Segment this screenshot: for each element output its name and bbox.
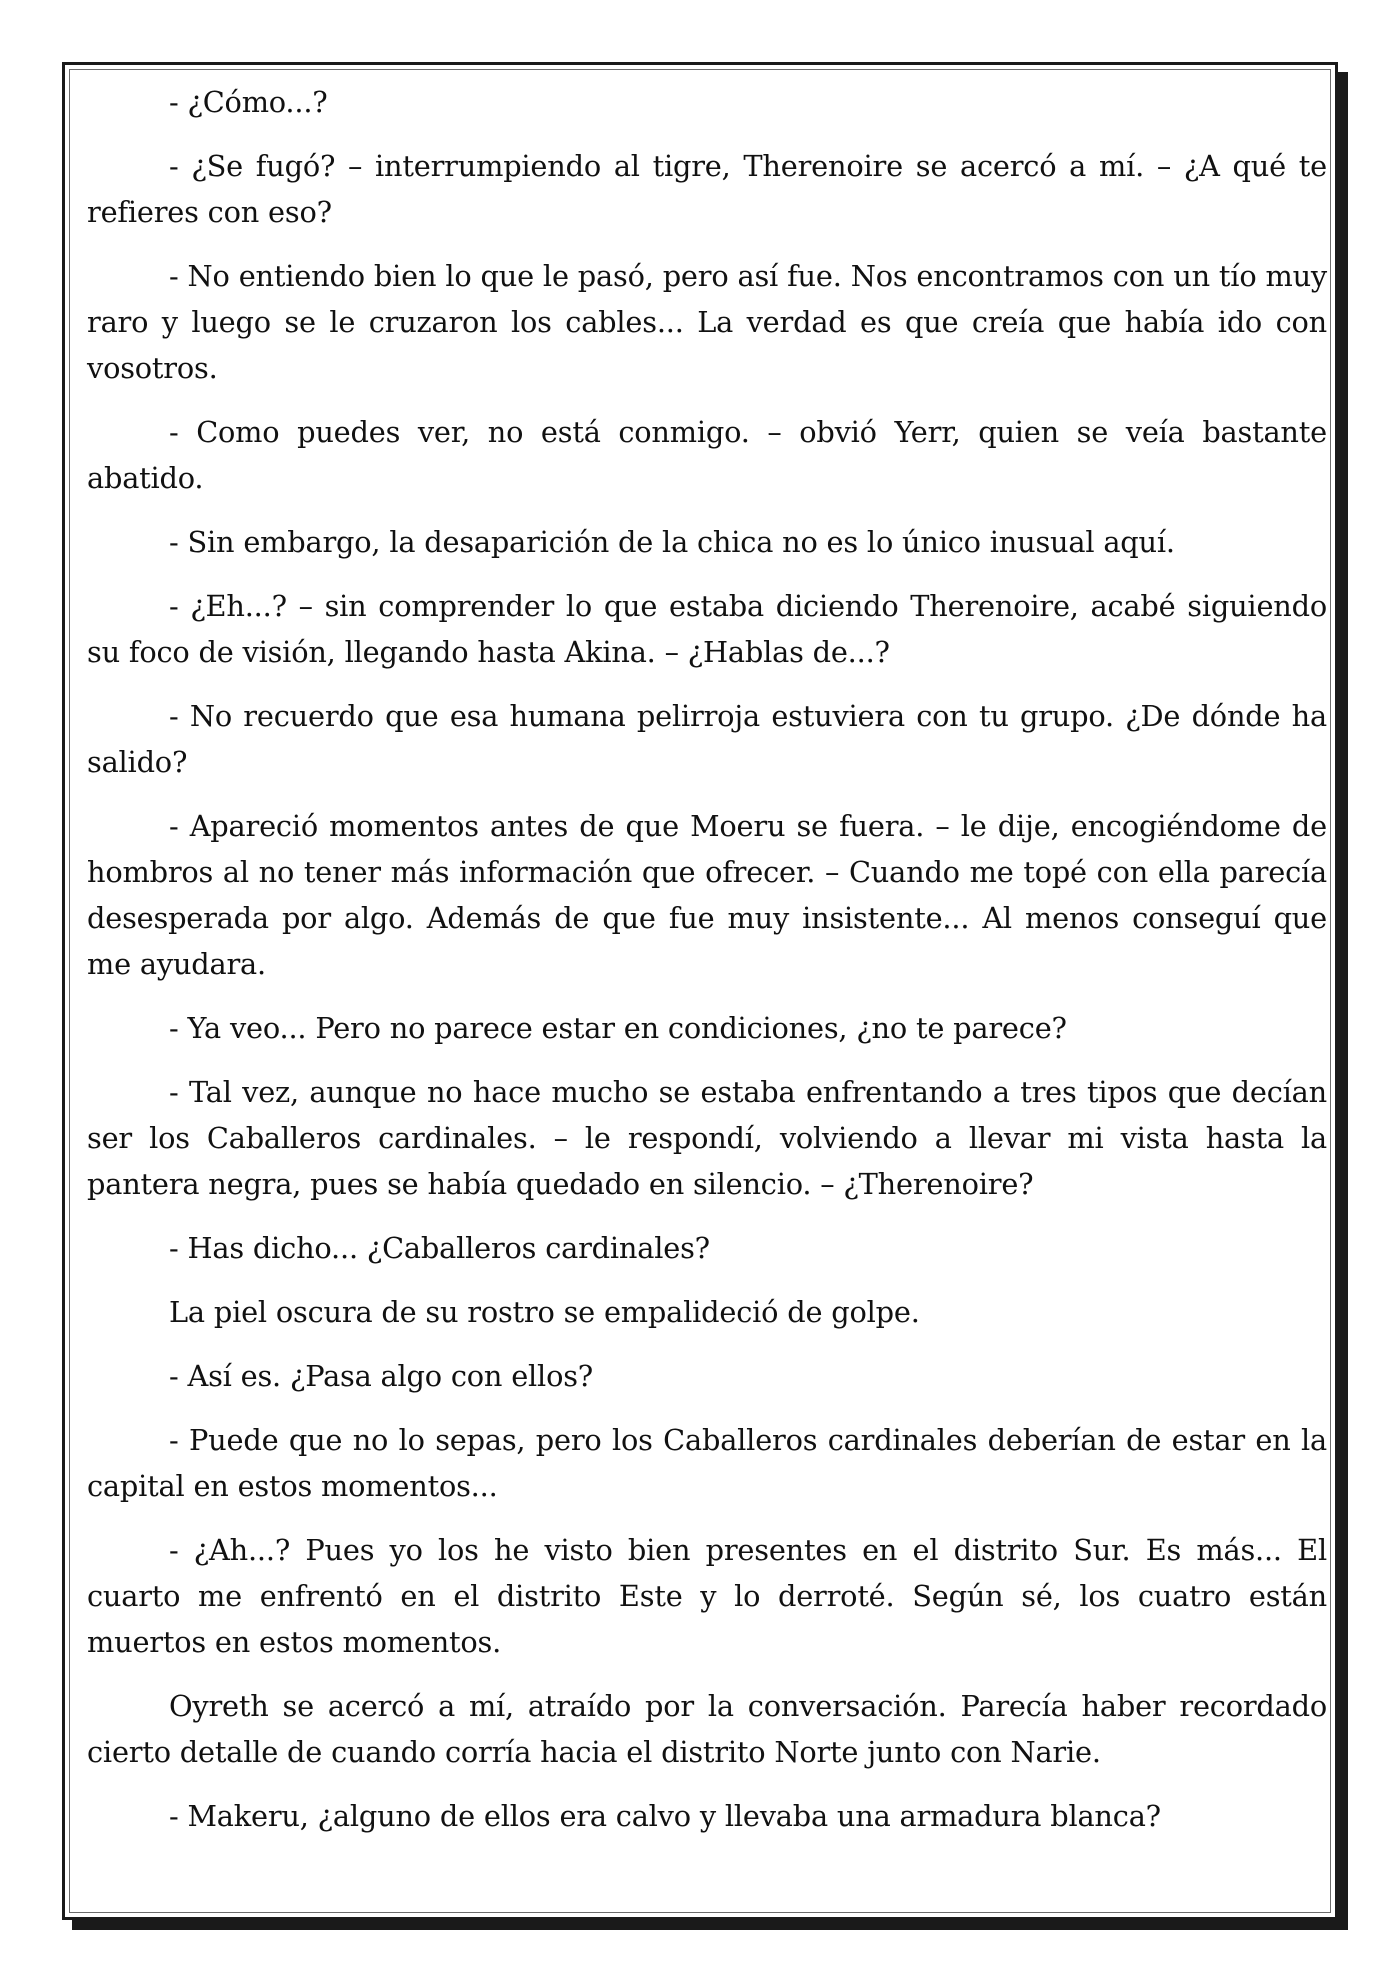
- page-text: [87, 79, 1327, 1839]
- paragraph: - No entiendo bien lo que le pasó, pero así fue. Nos encontramos con un tío muy raro y luego se le cruzaron los cables... La verdad es que creía que había ido con vosotros.: [87, 259, 1327, 385]
- paragraph: - Tal vez, aunque no hace mucho se estaba enfrentando a tres tipos que decían ser los Caballeros cardinales. – le respondí, volviendo a llevar mi vista hasta la pantera negra, pues se había quedado en silencio. – ¿Therenoire?: [87, 1075, 1327, 1201]
- paragraph: - Ya veo... Pero no parece estar en condiciones, ¿no te parece?: [169, 1011, 1067, 1045]
- paragraph: Oyreth se acercó a mí, atraído por la conversación. Parecía haber recordado cierto detalle de cuando corría hacia el distrito Norte junto con Narie.: [87, 1689, 1327, 1769]
- paragraph: - ¿Cómo...?: [169, 85, 328, 119]
- paragraph: - ¿Se fugó? – interrumpiendo al tigre, Therenoire se acercó a mí. – ¿A qué te refieres con eso?: [87, 149, 1327, 229]
- paragraph: - Como puedes ver, no está conmigo. – obvió Yerr, quien se veía bastante abatido.: [87, 415, 1327, 495]
- paragraph: - ¿Ah...? Pues yo los he visto bien presentes en el distrito Sur. Es más... El cuarto me enfrentó en el distrito Este y lo derroté. Según sé, los cuatro están muertos en estos momentos.: [87, 1533, 1327, 1659]
- paragraph: - Puede que no lo sepas, pero los Caballeros cardinales deberían de estar en la capital en estos momentos...: [87, 1423, 1327, 1503]
- paragraph: - ¿Eh...? – sin comprender lo que estaba diciendo Therenoire, acabé siguiendo su foco de visión, llegando hasta Akina. – ¿Hablas de...?: [87, 589, 1327, 669]
- paragraph: - No recuerdo que esa humana pelirroja estuviera con tu grupo. ¿De dónde ha salido?: [87, 699, 1327, 779]
- paragraph: - Apareció momentos antes de que Moeru se fuera. – le dije, encogiéndome de hombros al no tener más información que ofrecer. – Cuando me topé con ella parecía desesperada por algo. Además de que fue muy insistente... Al menos conseguí que me ayudara.: [87, 809, 1327, 981]
- paragraph: - Sin embargo, la desaparición de la chica no es lo único inusual aquí.: [169, 525, 1175, 559]
- page-frame: [62, 62, 1338, 1920]
- paragraph: - Has dicho... ¿Caballeros cardinales?: [169, 1231, 710, 1265]
- paragraph: La piel oscura de su rostro se empalideció de golpe.: [169, 1295, 920, 1329]
- paragraph: - Makeru, ¿alguno de ellos era calvo y llevaba una armadura blanca?: [169, 1799, 1161, 1833]
- paragraph: - Así es. ¿Pasa algo con ellos?: [169, 1359, 594, 1393]
